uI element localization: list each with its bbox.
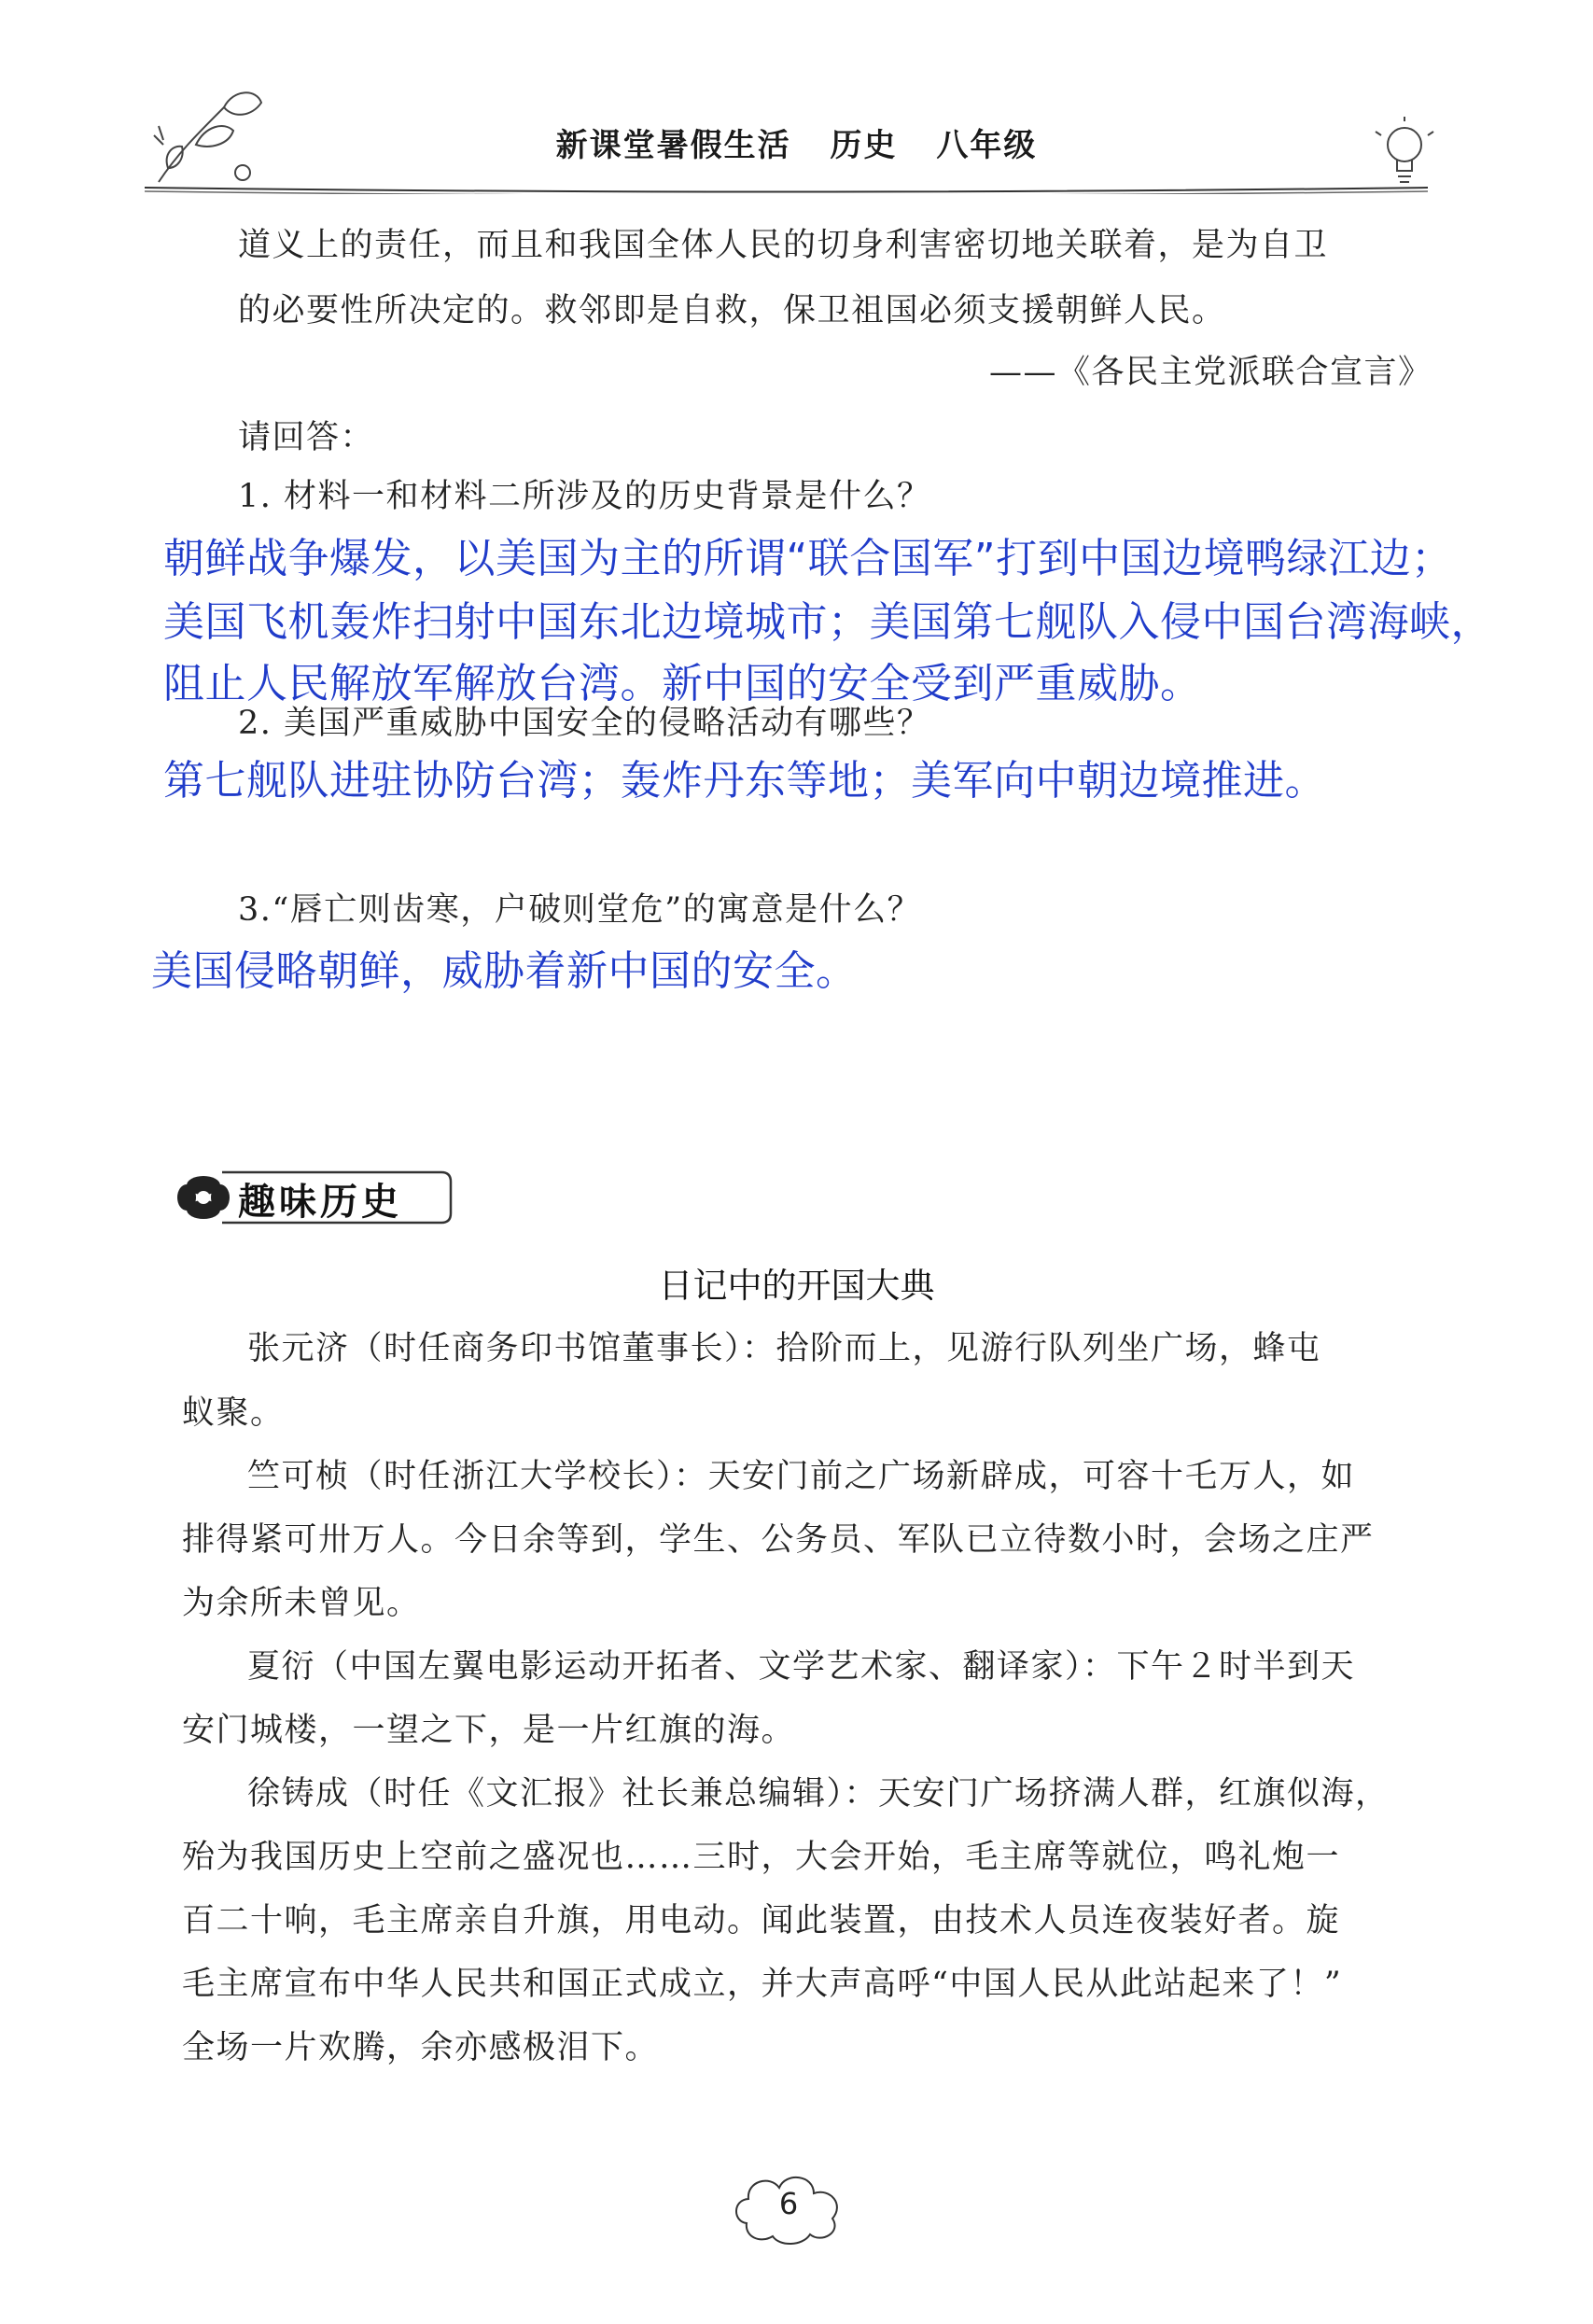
question-2: 2. 美国严重威胁中国安全的侵略活动有哪些？ xyxy=(238,705,931,742)
article-line: 徐铸成（时任《文汇报》社长兼总编辑）：天安门广场挤满人群，红旗似海， xyxy=(247,1775,1390,1813)
article-line: 全场一片欢腾，余亦感极泪下。 xyxy=(182,2029,660,2066)
article-title: 日记中的开国大典 xyxy=(658,1266,935,1306)
material-line: 的必要性所决定的。救邻即是自救，保卫祖国必须支援朝鲜人民。 xyxy=(238,292,1226,329)
article-line: 安门城楼，一望之下，是一片红旗的海。 xyxy=(182,1712,796,1749)
article-line: 排得紧可卅万人。今日余等到，学生、公务员、军队已立待数小时，会场之庄严 xyxy=(182,1521,1375,1559)
article-line: 殆为我国历史上空前之盛况也……三时，大会开始，毛主席等就位，鸣礼炮一 xyxy=(182,1839,1341,1876)
answer-1-line: 阻止人民解放军解放台湾。新中国的安全受到严重威胁。 xyxy=(163,660,1202,707)
question-1: 1. 材料一和材料二所涉及的历史背景是什么？ xyxy=(238,478,931,515)
material-line: 道义上的责任，而且和我国全体人民的切身利害密切地关联着，是为自卫 xyxy=(238,227,1329,264)
article-line: 竺可桢（时任浙江大学校长）：天安门前之广场新辟成，可容十乇万人，如 xyxy=(247,1458,1356,1495)
article-line: 蚁聚。 xyxy=(182,1394,285,1432)
material-source: ——《各民主党派联合宣言》 xyxy=(989,354,1432,391)
subject-label: 历史 xyxy=(830,127,898,164)
answer-1-line: 美国飞机轰炸扫射中国东北边境城市；美国第七舰队入侵中国台湾海峡， xyxy=(163,598,1492,646)
answer-prompt: 请回答： xyxy=(238,419,375,456)
article-line: 毛主席宣布中华人民共和国正式成立，并大声高呼“中国人民从此站起来了！” xyxy=(182,1966,1343,2003)
article-line: 夏衍（中国左翼电影运动开拓者、文学艺术家、翻译家）：下午２时半到天 xyxy=(247,1648,1356,1686)
page-number: 6 xyxy=(778,2186,799,2221)
question-3: 3.“唇亡则齿寒，户破则堂危”的寓意是什么？ xyxy=(238,891,922,929)
flower-icon xyxy=(177,1176,230,1219)
header-divider xyxy=(145,185,1428,194)
grade-label: 八年级 xyxy=(936,127,1038,164)
answer-3-line: 美国侵略朝鲜，威胁着新中国的安全。 xyxy=(151,947,858,995)
article-line: 张元济（时任商务印书馆董事长）：拾阶而上，见游行队列坐广场，蜂屯 xyxy=(247,1330,1321,1367)
book-title: 新课堂暑假生活 xyxy=(555,127,791,164)
article-line: 为余所未曾见。 xyxy=(182,1585,421,1622)
answer-1-line: 朝鲜战争爆发，以美国为主的所谓“联合国军”打到中国边境鸭绿江边； xyxy=(163,535,1453,582)
answer-2-line: 第七舰队进驻协防台湾；轰炸丹东等地；美军向中朝边境推进。 xyxy=(163,757,1326,805)
article-line: 百二十响，毛主席亲自升旗，用电动。闻此装置，由技术人员连夜装好者。旋 xyxy=(182,1902,1341,1939)
section-title: 趣味历史 xyxy=(238,1181,402,1224)
page-header xyxy=(0,119,1593,165)
